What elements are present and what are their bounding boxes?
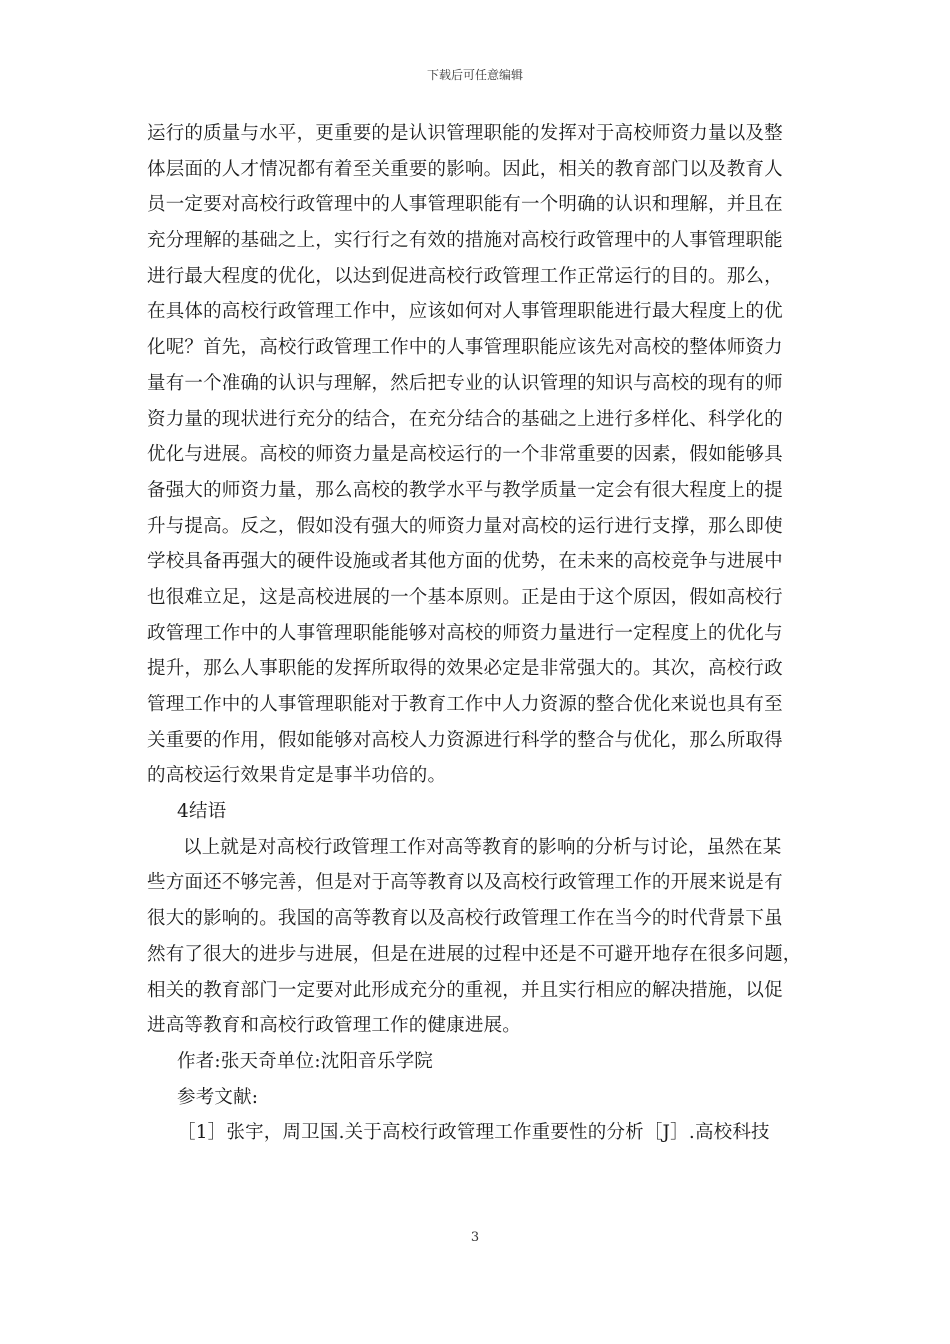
body-line: 进行最大程度的优化，以达到促进高校行政管理工作正常运行的目的。那么， xyxy=(147,265,783,287)
conclusion-line: 相关的教育部门一定要对此形成充分的重视，并且实行相应的解决措施，以促 xyxy=(147,979,783,1001)
conclusion-line: 然有了很大的进步与进展，但是在进展的过程中还是不可避开地存在很多问题， xyxy=(147,943,802,965)
section-heading: 4结语 xyxy=(177,801,227,823)
body-line: 在具体的高校行政管理工作中，应该如何对人事管理职能进行最大程度上的优 xyxy=(147,301,783,323)
body-line: 员一定要对高校行政管理中的人事管理职能有一个明确的认识和理解，并且在 xyxy=(147,194,783,216)
body-line: 充分理解的基础之上，实行行之有效的措施对高校行政管理中的人事管理职能 xyxy=(147,230,783,252)
page-header-note: 下载后可任意编辑 xyxy=(426,68,523,82)
body-line: 政管理工作中的人事管理职能能够对高校的师资力量进行一定程度上的优化与 xyxy=(147,622,783,644)
page-number: 3 xyxy=(470,1230,480,1245)
conclusion-line: 些方面还不够完善，但是对于高等教育以及高校行政管理工作的开展来说是有 xyxy=(147,872,783,894)
body-line: 的高校运行效果肯定是事半功倍的。 xyxy=(147,765,447,787)
body-line: 体层面的人才情况都有着至关重要的影响。因此，相关的教育部门以及教育人 xyxy=(147,158,783,180)
body-line: 学校具备再强大的硬件设施或者其他方面的优势，在未来的高校竞争与进展中 xyxy=(147,551,783,573)
body-line: 运行的质量与水平，更重要的是认识管理职能的发挥对于高校师资力量以及整 xyxy=(147,123,783,144)
body-text xyxy=(147,116,807,1151)
conclusion-line: 很大的影响的。我国的高等教育以及高校行政管理工作在当今的时代背景下虽 xyxy=(147,908,783,930)
reference-item: ［1］张宇，周卫国.关于高校行政管理工作重要性的分析［J］.高校科技 xyxy=(177,1122,770,1144)
body-line: 提升，那么人事职能的发挥所取得的效果必定是非常强大的。其次，高校行政 xyxy=(147,658,783,680)
author-line: 作者:张天奇单位:沈阳音乐学院 xyxy=(177,1050,433,1072)
body-line: 备强大的师资力量，那么高校的教学水平与教学质量一定会有很大程度上的提 xyxy=(147,479,783,501)
body-line: 资力量的现状进行充分的结合，在充分结合的基础之上进行多样化、科学化的 xyxy=(147,408,783,430)
body-line: 量有一个准确的认识与理解，然后把专业的认识管理的知识与高校的现有的师 xyxy=(147,372,783,394)
body-line: 关重要的作用，假如能够对高校人力资源进行科学的整合与优化，那么所取得 xyxy=(147,729,783,751)
conclusion-line: 进高等教育和高校行政管理工作的健康进展。 xyxy=(147,1015,522,1037)
body-line: 管理工作中的人事管理职能对于教育工作中人力资源的整合优化来说也具有至 xyxy=(147,694,783,715)
body-line: 优化与进展。高校的师资力量是高校运行的一个非常重要的因素，假如能够具 xyxy=(147,444,783,466)
body-line: 升与提高。反之，假如没有强大的师资力量对高校的运行进行支撑，那么即使 xyxy=(147,515,783,537)
conclusion-line: 以上就是对高校行政管理工作对高等教育的影响的分析与讨论，虽然在某 xyxy=(183,836,782,858)
body-line: 化呢？首先，高校行政管理工作中的人事管理职能应该先对高校的整体师资力 xyxy=(147,337,783,359)
references-heading: 参考文献: xyxy=(177,1086,259,1108)
body-line: 也很难立足，这是高校进展的一个基本原则。正是由于这个原因，假如高校行 xyxy=(147,586,783,608)
